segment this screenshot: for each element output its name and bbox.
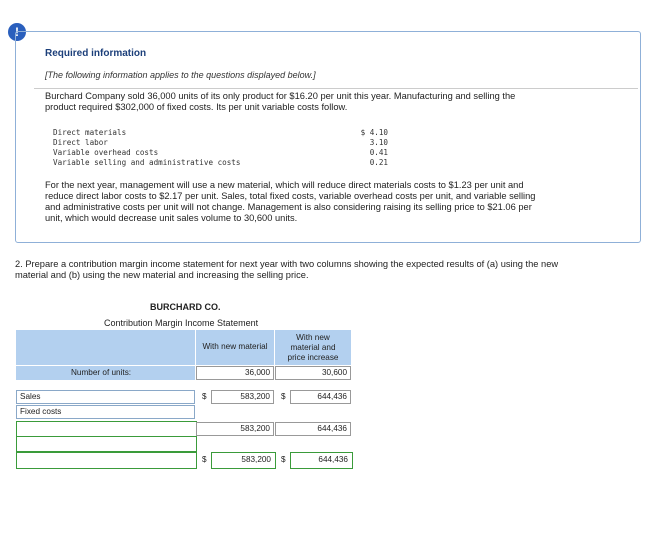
units-col2-input[interactable]: 30,600 [275,366,351,380]
col2-header: With new material and price increase [275,330,351,365]
currency-symbol: $ [202,455,207,464]
col1-header: With new material [196,330,274,365]
cost-row: Variable selling and administrative costs 0.21 [53,158,388,167]
required-information-panel [15,31,641,243]
row-label-input[interactable] [16,421,197,437]
total-col2-input[interactable]: 644,436 [318,455,348,464]
subtotal-col1-input[interactable]: 583,200 [196,422,274,436]
income-statement-table [16,330,351,468]
row-label-input[interactable] [16,452,197,469]
sales-col1-input[interactable]: 583,200 [211,390,274,404]
company-name: BURCHARD CO. [150,302,221,312]
next-year-paragraph: For the next year, management will use a new material, which will reduce direct materials costs to $1.23 per unit and reduce direct labor costs to $2.17 per unit. Sales, total fixed costs, variable overhead costs per unit, and variable selling and administrative costs per unit will not change. Management is also considering raising its selling price to $21.06 per unit, which would decrease unit sales volume to 30,600 units. [45,180,536,223]
header-blank [16,330,195,365]
sales-col2-input[interactable]: 644,436 [290,390,351,404]
info-subtitle: [The following information applies to the questions displayed below.] [45,70,316,80]
question-text: 2. Prepare a contribution margin income statement for next year with two columns showing the expected results of (a) using the new material and (b) using the new material and increasing the selling price. [15,259,559,280]
subtotal-col2-input[interactable]: 644,436 [275,422,351,436]
cost-row: Variable overhead costs 0.41 [53,148,388,157]
row-label-input[interactable] [16,436,197,452]
currency-symbol: $ [281,455,286,464]
currency-symbol: $ [202,392,207,401]
required-information-title: Required information [45,48,147,59]
intro-paragraph: Burchard Company sold 36,000 units of its only product for $16.20 per unit this year. Manufacturing and selling the product required $302,000 of fixed costs. Its per unit variable costs follow. [45,91,516,112]
alert-icon: ! [8,23,26,41]
cost-row: Direct labor 3.10 [53,138,388,147]
units-label: Number of units: [16,366,195,380]
divider [34,88,638,89]
variable-costs-table [53,128,388,168]
cost-row: Direct materials $ 4.10 [53,128,388,137]
fixed-costs-label: Fixed costs [16,405,195,419]
currency-symbol: $ [281,392,286,401]
sales-label: Sales [16,390,195,404]
units-col1-input[interactable]: 36,000 [196,366,274,380]
total-col1-input[interactable]: 583,200 [241,455,271,464]
statement-title: Contribution Margin Income Statement [104,318,259,328]
